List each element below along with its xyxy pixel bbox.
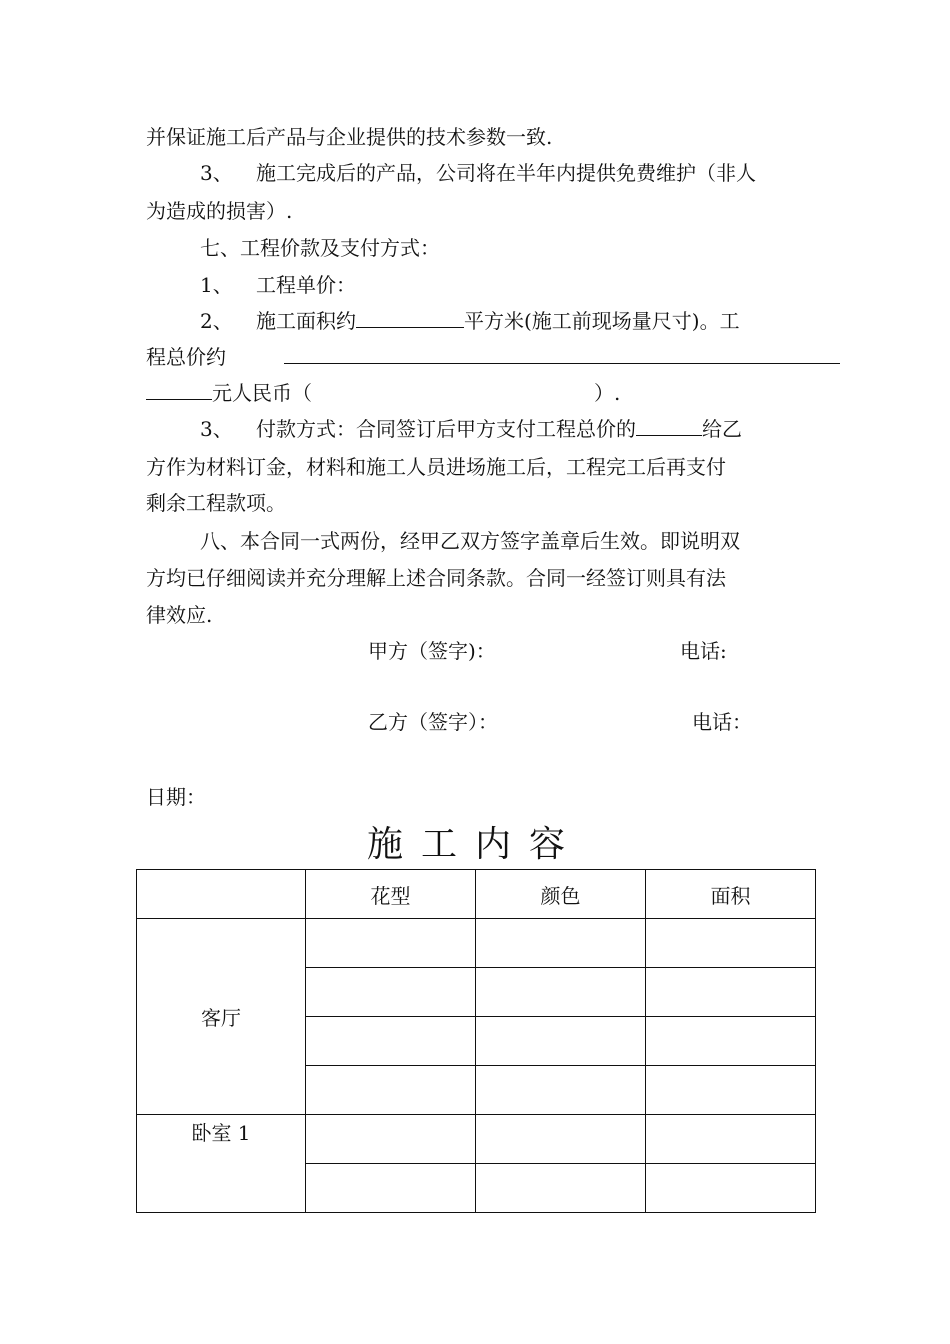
total-price-blank[interactable] (284, 343, 840, 364)
header-room (137, 870, 306, 919)
table-cell[interactable] (646, 919, 816, 968)
table-cell[interactable] (476, 968, 646, 1017)
table-cell[interactable] (306, 1017, 476, 1066)
clause-1-unit-price: 1、 工程单价： (200, 273, 356, 297)
table-cell[interactable] (476, 1115, 646, 1164)
table-cell[interactable] (306, 968, 476, 1017)
table-cell[interactable] (646, 1066, 816, 1115)
table-row (137, 919, 816, 968)
paragraph-line: 方均已仔细阅读并充分理解上述合同条款。合同一经签订则具有法 (146, 566, 726, 590)
section-8-clause: 八、本合同一式两份，经甲乙双方签字盖章后生效。即说明双 (200, 529, 740, 553)
table-cell[interactable] (646, 1115, 816, 1164)
party-a-signature-label: 甲方（签字)： (368, 639, 496, 663)
paragraph-line: 元人民币（ ）. (146, 378, 818, 408)
section-7-heading: 七、工程价款及支付方式： (200, 236, 440, 260)
date-label: 日期： (146, 785, 206, 809)
paragraph-line: 剩余工程款项。 (146, 491, 286, 515)
paragraph-line: 为造成的损害）. (146, 199, 293, 223)
table-header-row (137, 870, 816, 919)
room-living-room: 客厅 (137, 919, 306, 1115)
table-cell[interactable] (306, 1115, 476, 1164)
clause-2-area: 2、 施工面积约 平方米(施工前现场量尺寸)。工 (200, 309, 740, 333)
table-cell[interactable] (476, 1017, 646, 1066)
table-cell[interactable] (476, 919, 646, 968)
clause-3-warranty: 3、 施工完成后的产品，公司将在半年内提供免费维护（非人 (200, 161, 756, 185)
table-row (137, 1115, 816, 1164)
party-b-signature-label: 乙方（签字）： (368, 710, 498, 734)
header-area: 面积 (646, 870, 816, 919)
paragraph-line: 方作为材料订金，材料和施工人员进场施工后，工程完工后再支付 (146, 455, 726, 479)
party-b-phone-label: 电话： (692, 710, 752, 734)
table-cell[interactable] (646, 968, 816, 1017)
paragraph-line: 律效应. (146, 603, 213, 627)
party-a-phone-label: 电话: (680, 639, 727, 663)
construction-content-table (136, 869, 816, 1213)
header-pattern: 花型 (306, 870, 476, 919)
table-cell[interactable] (646, 1164, 816, 1213)
deposit-ratio-blank[interactable] (636, 415, 702, 436)
table-cell[interactable] (646, 1017, 816, 1066)
table-cell[interactable] (476, 1164, 646, 1213)
table-title: 施工内容 (366, 824, 583, 865)
total-price-blank-cont[interactable] (146, 379, 212, 400)
paragraph-line: 并保证施工后产品与企业提供的技术参数一致. (146, 125, 553, 149)
table-cell[interactable] (476, 1066, 646, 1115)
area-blank[interactable] (356, 307, 464, 328)
header-color: 颜色 (476, 870, 646, 919)
table-cell[interactable] (306, 1066, 476, 1115)
table-cell[interactable] (306, 1164, 476, 1213)
paragraph-line: 程总价约 (146, 342, 818, 372)
room-bedroom-1: 卧室 1 (137, 1115, 306, 1213)
clause-3-payment: 3、 付款方式：合同签订后甲方支付工程总价的 给乙 (200, 417, 742, 441)
table-cell[interactable] (306, 919, 476, 968)
